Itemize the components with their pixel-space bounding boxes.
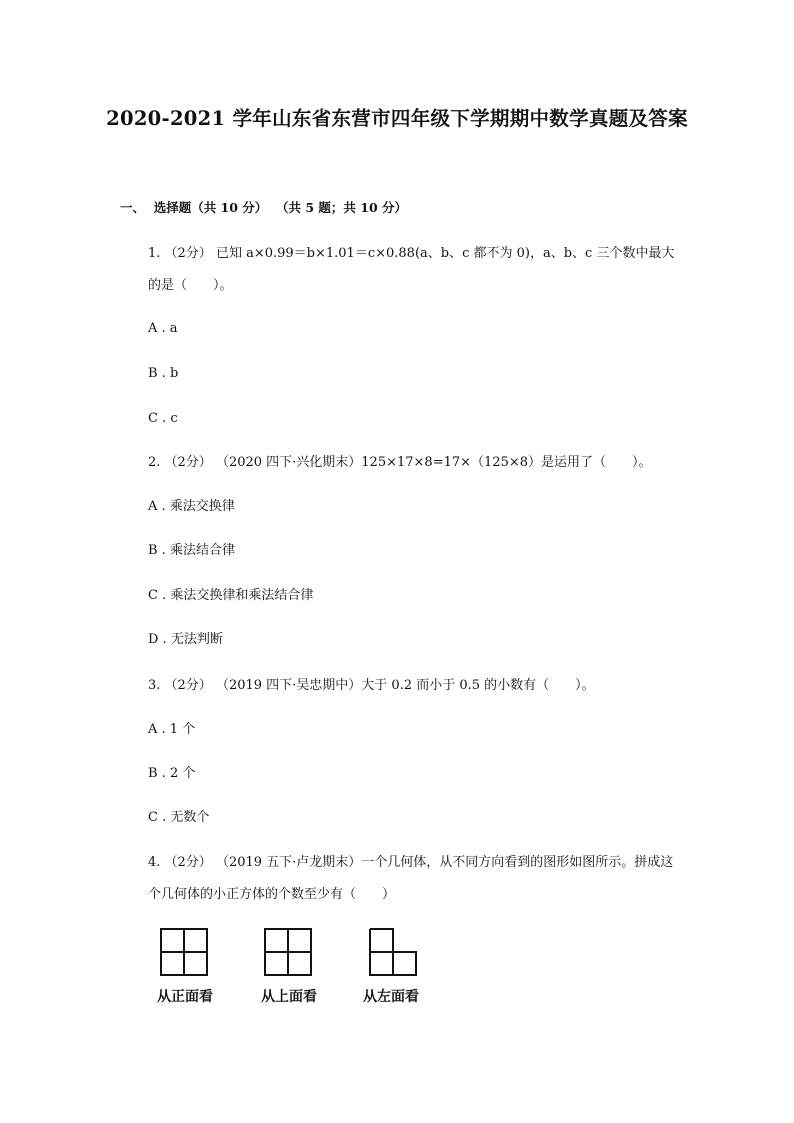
left-view bbox=[346, 926, 436, 1005]
q2-option-a: A . 乘法交换律 bbox=[148, 499, 235, 514]
q1-option-a: A . a bbox=[148, 321, 178, 336]
three-views-figure bbox=[140, 926, 440, 1016]
q1-option-b: B . b bbox=[148, 366, 179, 381]
left-view-label: 从左面看 bbox=[363, 989, 419, 1005]
question-4-stem: 4. （2分） （2019 五下·卢龙期末）一个几何体，从不同方向看到的图形如图所示。拼成这个几何体的小正方体的个数至少有（ ） bbox=[148, 855, 674, 902]
question-1-stem: 1. （2分） 已知 a×0.99＝b×1.01＝c×0.88(a、b、c 都不为 0)，a、b、c 三个数中最大的是（ ）。 bbox=[148, 246, 675, 293]
front-view bbox=[140, 926, 230, 1005]
question-3-stem: 3. （2分） （2019 四下·吴忠期中）大于 0.2 而小于 0.5 的小数有（ ）。 bbox=[148, 678, 595, 693]
q2-option-d: D . 无法判断 bbox=[148, 632, 223, 647]
q3-option-b: B . 2 个 bbox=[148, 766, 196, 781]
section-heading: 一、 选择题（共 10 分） （共 5 题；共 10 分） bbox=[120, 200, 408, 215]
question-2-stem: 2. （2分） （2020 四下·兴化期末）125×17×8=17×（125×8）是运用了（ ）。 bbox=[148, 455, 652, 470]
q2-option-c: C . 乘法交换律和乘法结合律 bbox=[148, 588, 314, 603]
q3-option-a: A . 1 个 bbox=[148, 722, 196, 737]
question-1 bbox=[120, 238, 676, 302]
question-3 bbox=[120, 670, 676, 702]
top-view bbox=[244, 926, 334, 1005]
top-view-label: 从上面看 bbox=[261, 989, 317, 1005]
front-view-grid-icon bbox=[140, 926, 230, 978]
top-view-grid-icon bbox=[244, 926, 334, 978]
document-title: 2020-2021 学年山东省东营市四年级下学期期中数学真题及答案 bbox=[106, 107, 688, 130]
front-view-label: 从正面看 bbox=[157, 989, 213, 1005]
left-view-l-shape-icon bbox=[346, 926, 436, 978]
q2-option-b: B . 乘法结合律 bbox=[148, 543, 235, 558]
q1-option-c: C . c bbox=[148, 411, 178, 426]
question-4 bbox=[120, 847, 676, 911]
q3-option-c: C . 无数个 bbox=[148, 810, 210, 825]
question-2 bbox=[120, 447, 676, 479]
